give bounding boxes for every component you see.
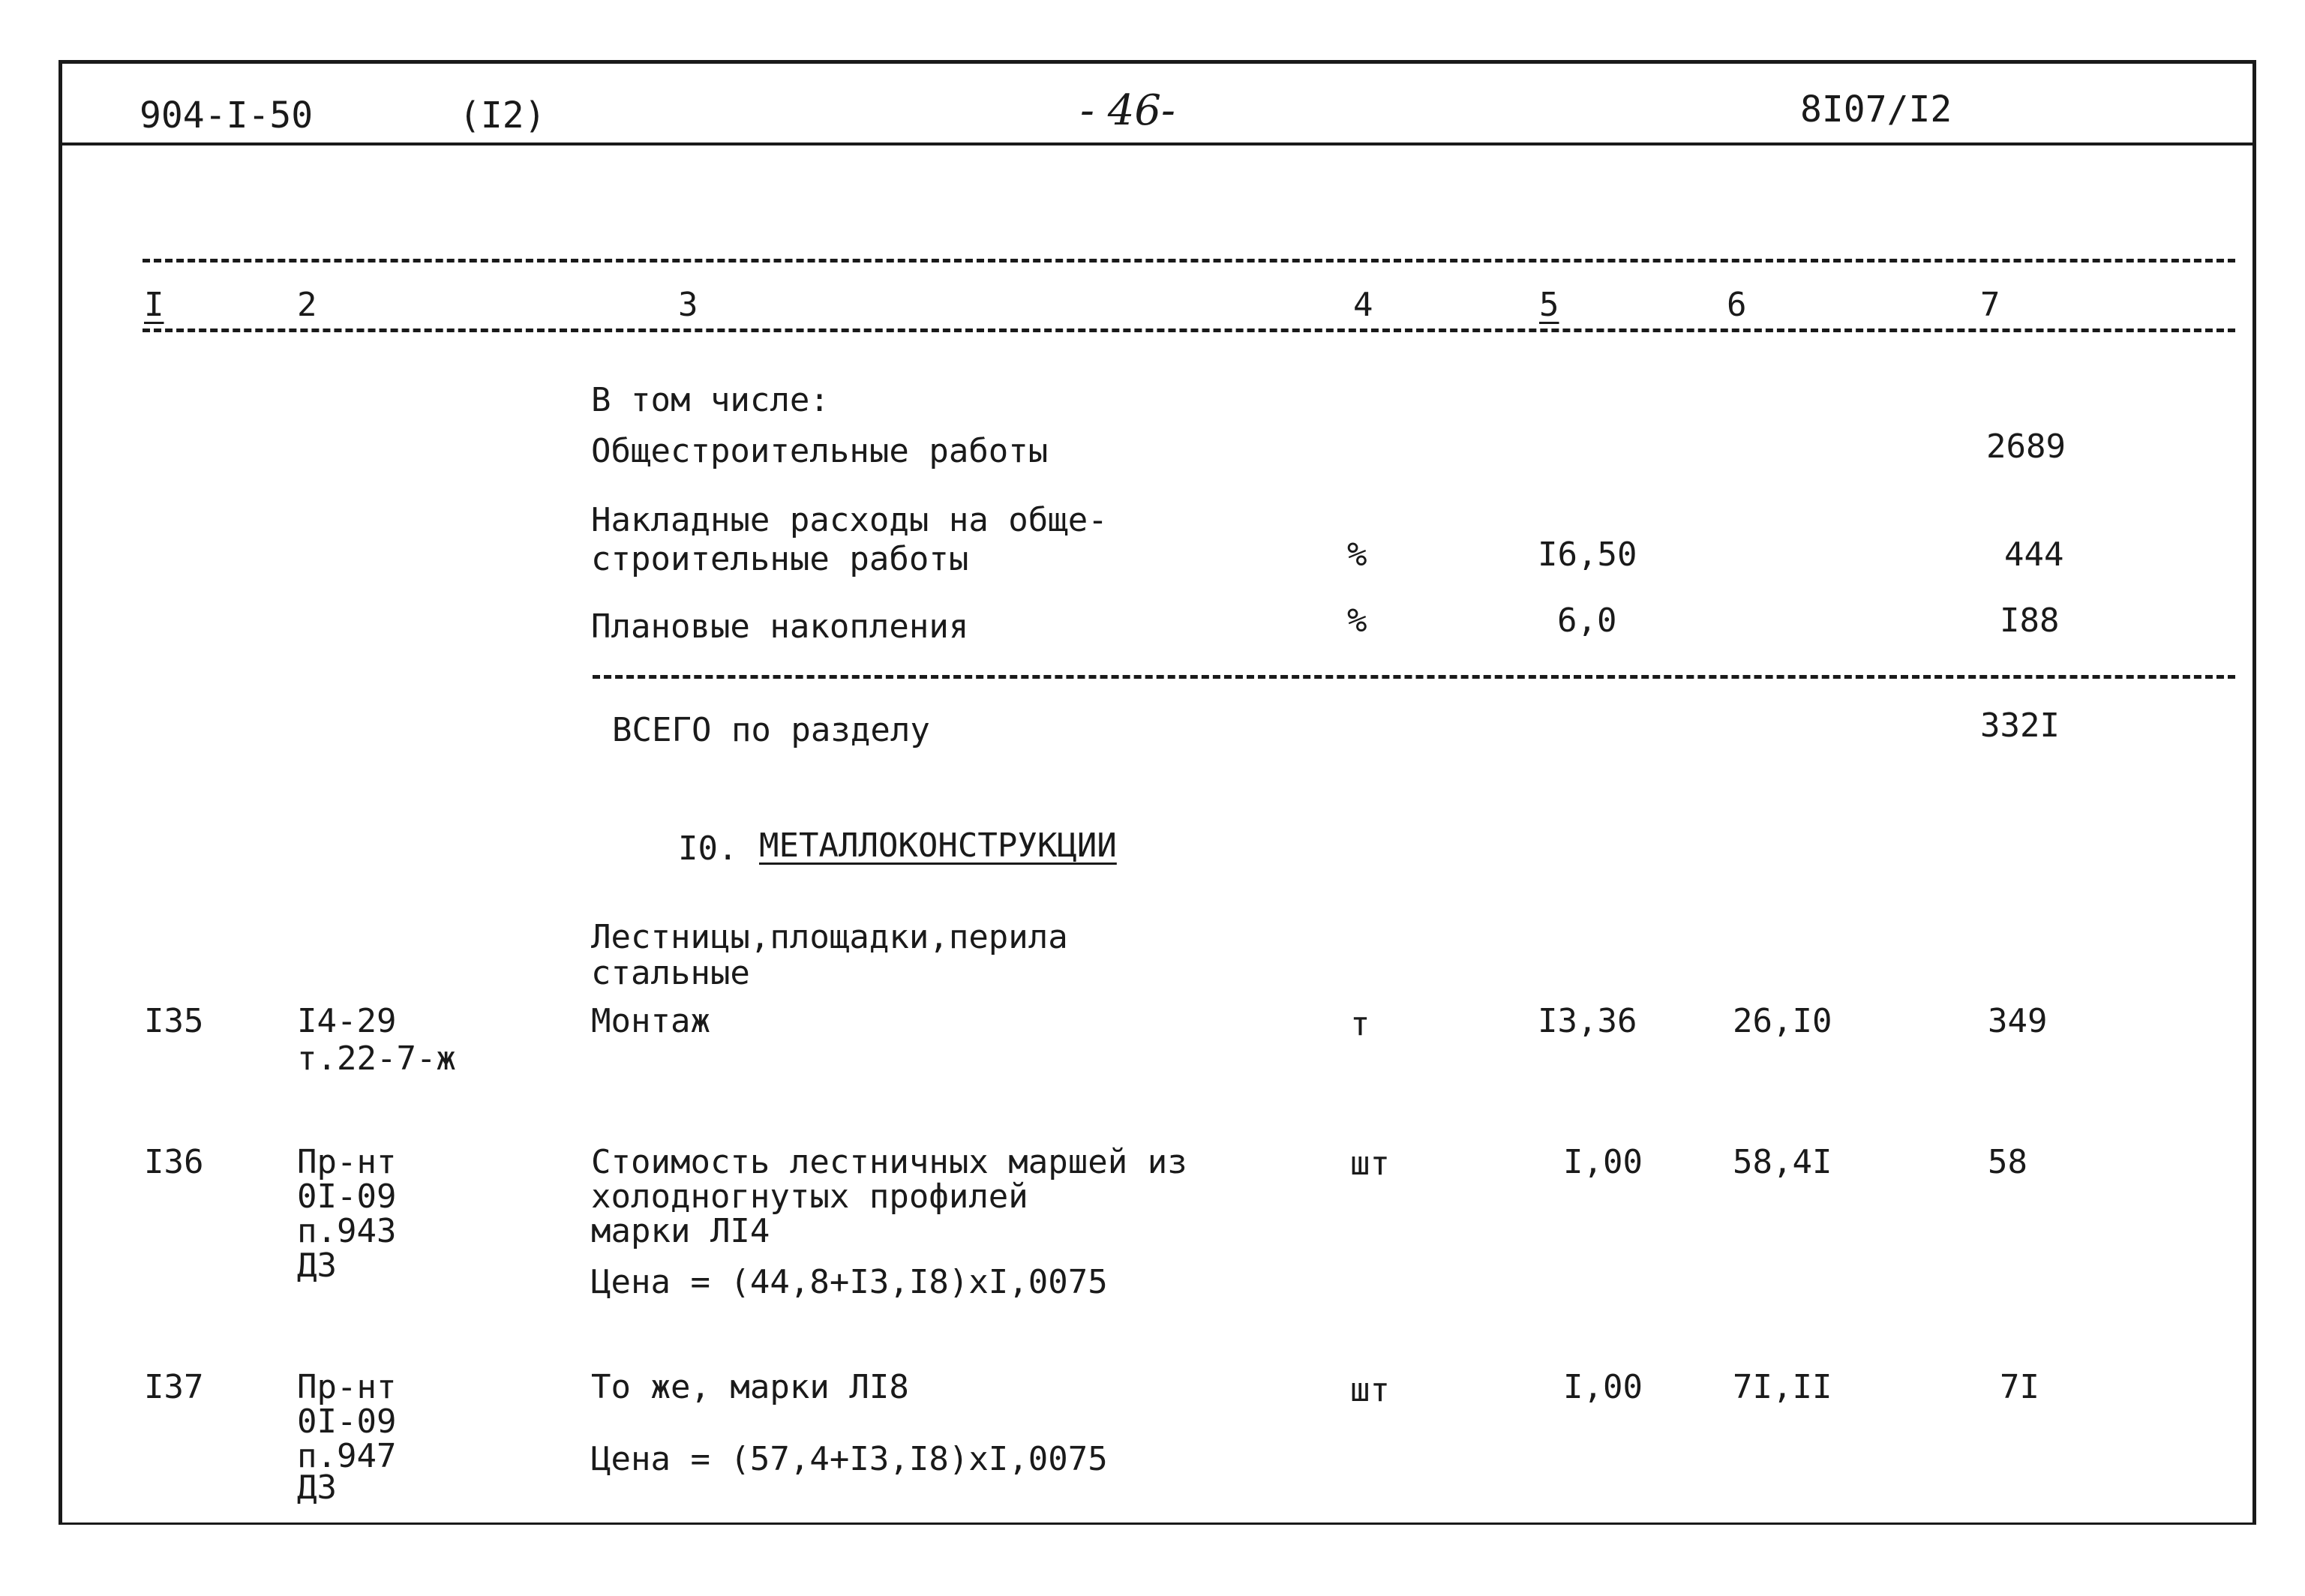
row-qty: I3,36: [1538, 1002, 1637, 1040]
row-name-line: холодногнутых профилей: [591, 1178, 1028, 1216]
row-unit: шт: [1350, 1144, 1390, 1183]
row-qty: I,00: [1563, 1143, 1643, 1181]
row-code-line: 0I-09: [297, 1178, 397, 1216]
dashed-rule-bottom: [143, 328, 2235, 332]
row-num: I37: [144, 1368, 204, 1406]
row-num: I35: [144, 1002, 204, 1040]
row-code-line: I4-29: [297, 1002, 397, 1040]
general-works-name: Общестроительные работы: [591, 432, 1049, 470]
including-label: В том числе:: [591, 381, 830, 419]
group-name-line2: стальные: [591, 954, 750, 992]
row-code-line: п.943: [297, 1212, 397, 1250]
row-code-line: Пр-нт: [297, 1368, 397, 1406]
row-name-line: То же, марки ЛI8: [591, 1368, 909, 1406]
planned-total: I88: [2000, 602, 2060, 640]
dashed-rule-subtotal: [593, 675, 2235, 679]
row-code-line: Пр-нт: [297, 1143, 397, 1181]
overhead-total: 444: [2004, 536, 2064, 574]
page-frame: [59, 60, 2256, 1525]
row-num: I36: [144, 1143, 204, 1181]
row-code-line: п.947: [297, 1437, 397, 1475]
archive-number: 8I07/I2: [1800, 88, 1952, 130]
row-total: 349: [1988, 1002, 2048, 1040]
section-total-name: ВСЕГО по разделу: [612, 711, 930, 749]
row-unit: т: [1350, 1005, 1370, 1043]
row-code-line: т.22-7-ж: [297, 1040, 456, 1078]
section-number: I0.: [678, 830, 738, 868]
overhead-qty: I6,50: [1538, 536, 1637, 574]
dashed-rule-top: [143, 259, 2235, 262]
group-name-line1: Лестницы,площадки,перила: [591, 918, 1068, 956]
planned-unit: %: [1347, 602, 1367, 640]
row-formula: Цена = (57,4+I3,I8)xI,0075: [591, 1440, 1108, 1478]
col-number-7: 7: [1980, 286, 2000, 324]
section-title: МЕТАЛЛОКОНСТРУКЦИИ: [759, 826, 1117, 865]
row-unit: шт: [1350, 1371, 1390, 1409]
sheet-code: (I2): [459, 94, 546, 136]
row-price: 26,I0: [1733, 1002, 1832, 1040]
header-rule: [59, 142, 2256, 146]
general-works-total: 2689: [1986, 428, 2066, 466]
col-number-6: 6: [1727, 286, 1747, 324]
row-name-line: Стоимость лестничных маршей из: [591, 1143, 1187, 1181]
col-number-1: I: [144, 286, 164, 324]
col-number-5: 5: [1539, 286, 1559, 324]
row-code-line: Д3: [297, 1468, 337, 1507]
row-formula: Цена = (44,8+I3,I8)xI,0075: [591, 1263, 1108, 1301]
overhead-unit: %: [1347, 536, 1367, 574]
row-price: 58,4I: [1733, 1143, 1832, 1181]
row-total: 7I: [2000, 1368, 2039, 1406]
row-price: 7I,II: [1733, 1368, 1832, 1406]
row-name-line: марки ЛI4: [591, 1212, 770, 1250]
overhead-name-line2: строительные работы: [591, 540, 969, 578]
row-code-line: 0I-09: [297, 1402, 397, 1441]
planned-qty: 6,0: [1557, 602, 1617, 640]
planned-name: Плановые накопления: [591, 608, 969, 646]
row-name-line: Монтаж: [591, 1002, 710, 1040]
doc-code: 904-I-50: [140, 94, 314, 136]
row-qty: I,00: [1563, 1368, 1643, 1406]
page-number: - 46-: [1080, 86, 1175, 135]
col-number-4: 4: [1353, 286, 1373, 324]
col-number-3: 3: [678, 286, 698, 324]
overhead-name-line1: Накладные расходы на обще-: [591, 501, 1108, 539]
row-code-line: Д3: [297, 1246, 337, 1285]
row-total: 58: [1988, 1143, 2027, 1181]
col-number-2: 2: [297, 286, 317, 324]
section-total-value: 332I: [1980, 706, 2060, 745]
